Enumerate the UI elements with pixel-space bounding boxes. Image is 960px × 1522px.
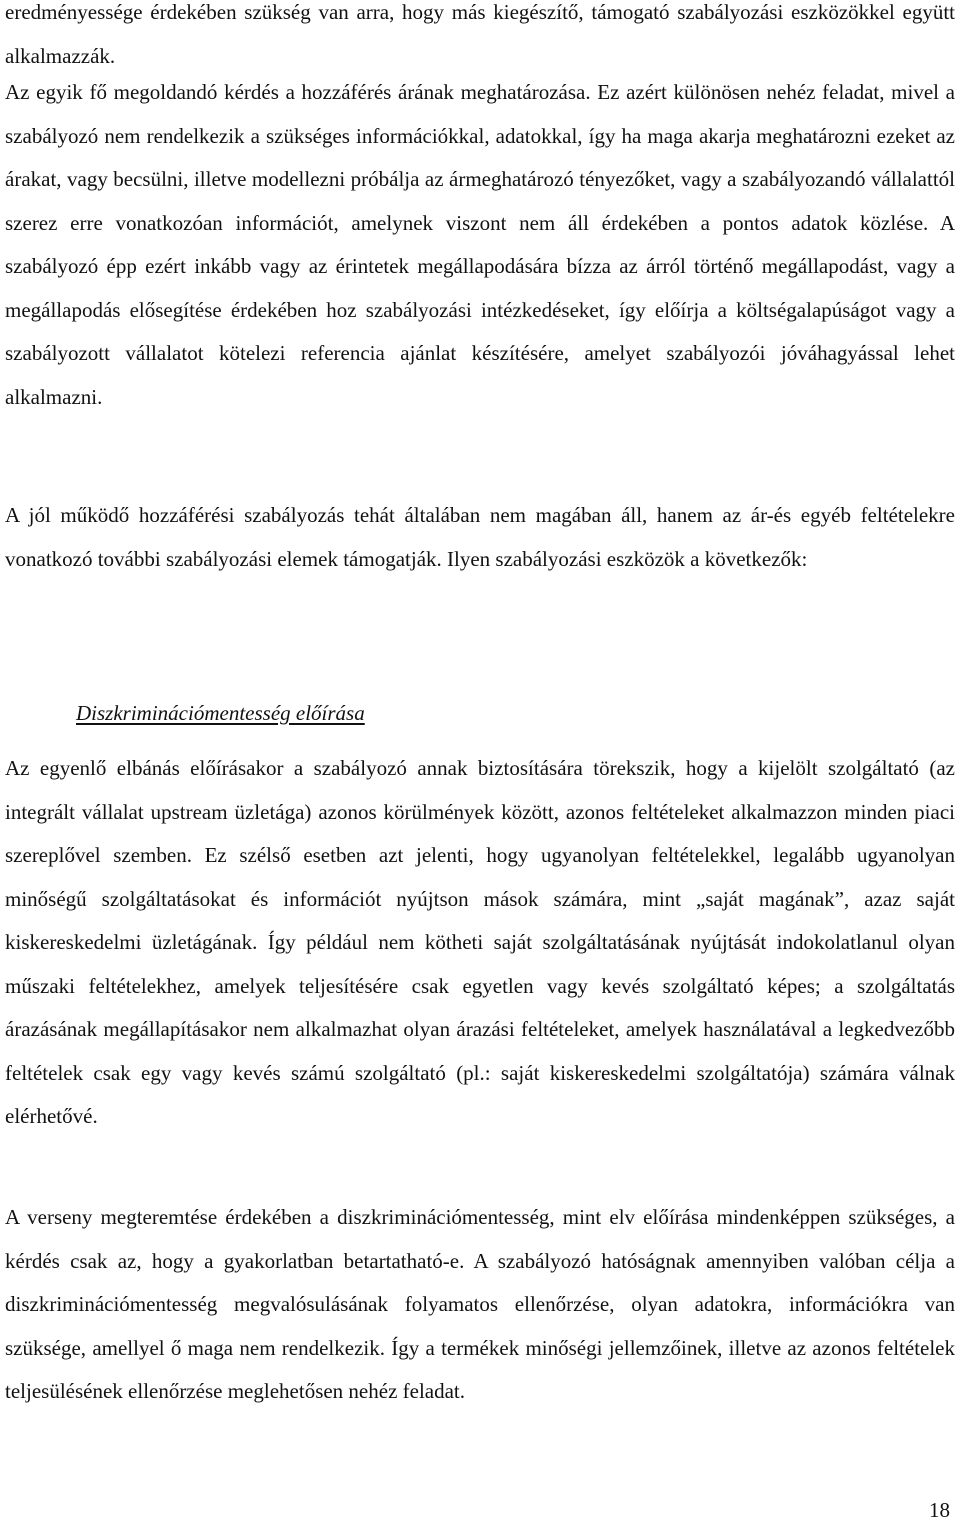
body-paragraph: Az egyenlő elbánás előírásakor a szabályozó annak biztosítására törekszik, hogy a kijelölt szolgáltató (az integrált vállalat upstream üzletága) azonos körülmények között, azonos feltételeket alkalmazzon minden piaci szereplővel szemben. Ez szélső esetben azt jelenti, hogy ugyanolyan feltételekkel, legalább ugyanolyan minőségű szolgáltatásokat és információt nyújtson mások számára, mint „saját magának”, azaz saját kiskereskedelmi üzletágának. Így például nem kötheti saját szolgáltatásának nyújtását indokolatlanul olyan műszaki feltételekhez, amelyek teljesítésére csak egyetlen vagy kevés szolgáltató képes; a szolgáltatás árazásának megállapításakor nem alkalmazhat olyan árazási feltételeket, amelyek használatával a legkedvezőbb feltételek csak egy vagy kevés számú szolgáltató (pl.: saját kiskereskedelmi szolgáltatója) számára válnak elérhetővé. [5,756,955,1128]
body-paragraph: A jól működő hozzáférési szabályozás tehát általában nem magában áll, hanem az ár-és egyéb feltételekre vonatkozó további szabályozási elemek támogatják. Ilyen szabályozási eszközök a következők: [5,503,955,571]
page-number: 18 [929,1498,950,1522]
body-paragraph: A verseny megteremtése érdekében a diszkriminációmentesség, mint elv előírása mindenképpen szükséges, a kérdés csak az, hogy a gyakorlatban betartatható-e. A szabályozó hatóságnak amennyiben valóban célja a diszkriminációmentesség megvalósulásának folyamatos ellenőrzése, olyan adatokra, információkra van szüksége, amellyel ő maga nem rendelkezik. Így a termékek minőségi jellemzőinek, illetve az azonos feltételek teljesülésének ellenőrzése meglehetősen nehéz feladat. [5,1205,955,1403]
body-paragraph: Az egyik fő megoldandó kérdés a hozzáférés árának meghatározása. Ez azért különösen nehéz feladat, mivel a szabályozó nem rendelkezik a szükséges információkkal, adatokkal, így ha maga akarja meghatározni ezeket az árakat, vagy becsülni, illetve modellezni próbálja az ármeghatározó tényezőket, vagy a szabályozandó vállalattól szerez erre vonatkozóan információt, amelynek viszont nem áll érdekében a pontos adatok közlése. A szabályozó épp ezért inkább vagy az érintetek megállapodására bízza az árról történő megállapodást, vagy a megállapodás elősegítése érdekében hoz szabályozási intézkedéseket, így előírja a költségalapúságot vagy a szabályozott vállalatot kötelezi referencia ajánlat készítésére, amelyet szabályozói jóváhagyással lehet alkalmazni. [5,80,955,409]
section-heading: Diszkriminációmentesség előírása [76,701,365,725]
document-page [5,0,955,1521]
body-paragraph: eredményessége érdekében szükség van arra, hogy más kiegészítő, támogató szabályozási eszközökkel együtt alkalmazzák. [5,0,955,68]
